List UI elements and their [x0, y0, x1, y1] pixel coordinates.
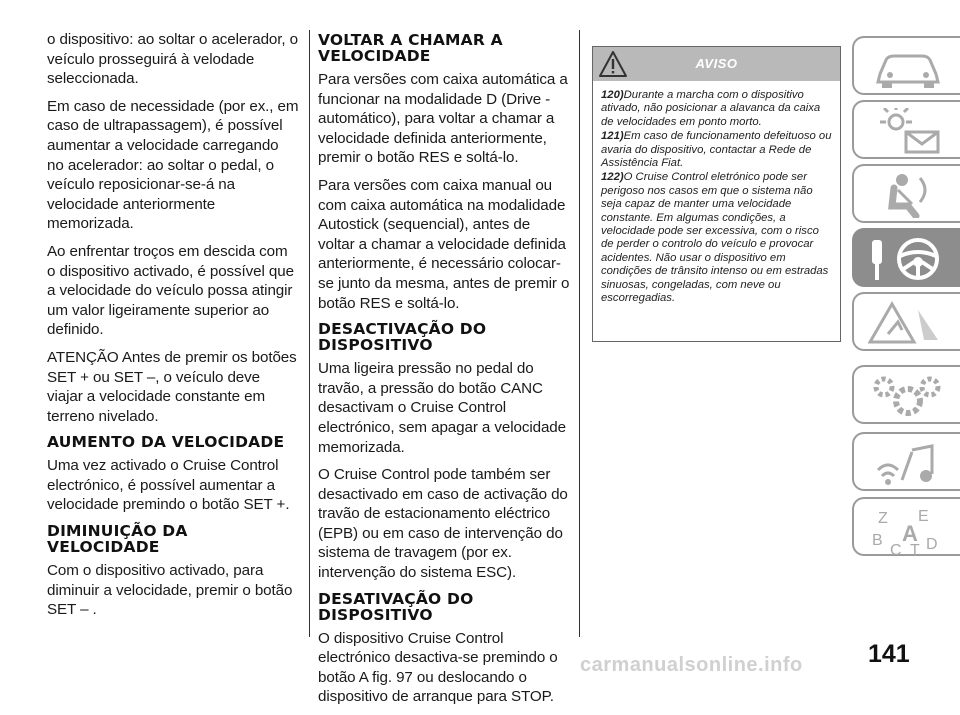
svg-text:C: C: [890, 542, 902, 557]
paragraph: Uma vez activado o Cruise Control electrónico, é possível aumentar a velocidade premindo o botão SET +.: [47, 457, 290, 514]
tab-safety[interactable]: [852, 164, 960, 223]
warning-triangle-icon: [868, 300, 948, 346]
tab-starting-driving[interactable]: [852, 228, 960, 287]
section-heading-desactivacao: DESACTIVAÇÃO DO DISPOSITIVO: [318, 320, 487, 355]
attention-paragraph: ATENÇÃO Antes de premir os botões SET + ou SET –, o veículo deve viajar a velocidade constante em terreno nivelado.: [47, 348, 297, 425]
note-number: 121): [601, 130, 624, 143]
text-column-2: [318, 30, 570, 715]
key-steering-wheel-icon: [868, 236, 948, 282]
tab-multimedia[interactable]: [852, 432, 960, 491]
svg-text:E: E: [918, 508, 929, 525]
warning-notes: [593, 81, 840, 306]
svg-text:T: T: [910, 542, 920, 557]
svg-text:Z: Z: [878, 510, 888, 527]
warning-note: [601, 171, 832, 305]
warning-note: [601, 130, 832, 170]
car-icon: [868, 44, 948, 90]
note-text: Em caso de funcionamento defeituoso ou avaria do dispositivo, contactar a Rede de Assistência Fiat.: [601, 130, 832, 170]
warning-title: AVISO: [695, 56, 738, 71]
paragraph: Ao enfrentar troços em descida com o dispositivo activado, é possível que a velocidade do veículo possa atingir um valor ligeiramente superior ao definido.: [47, 242, 294, 339]
note-number: 120): [601, 89, 624, 101]
paragraph: Uma ligeira pressão no pedal do travão, a pressão do botão CANC desactivam o Cruise Control electrónico, sem apagar a velocidade memorizada.: [318, 360, 566, 456]
watermark: carmanualsonline.info: [580, 654, 803, 676]
multimedia-icon: [868, 440, 948, 492]
warning-box: [592, 46, 841, 342]
warning-header: [593, 47, 840, 81]
page-number: 141: [868, 640, 910, 668]
paragraph: o dispositivo: ao soltar o acelerador, o veículo prosseguirá à velodade seleccionada.: [47, 31, 298, 88]
section-heading-desativacao: DESATIVAÇÃO DO DISPOSITIVO: [318, 589, 474, 624]
tab-maintenance[interactable]: [852, 365, 960, 424]
paragraph: Em caso de necessidade (por ex., em caso de ultrapassagem), é possível aumentar a velocidade carregando no acelerador: ao soltar o pedal, o veículo reposicionar-se-á na velocidade anteriormente memorizada.: [47, 97, 299, 233]
tab-dashboard[interactable]: [852, 100, 960, 159]
paragraph: O Cruise Control pode também ser desactivado em caso de activação do travão de estacionamento eléctrico (EPB) ou em caso de intervenção do sistema de travagem (por ex. intervenção do sistema ESC).: [318, 466, 568, 582]
paragraph: Com o dispositivo activado, para diminuir a velocidade, premir o botão SET – .: [47, 562, 293, 619]
section-heading-aumento: AUMENTO DA VELOCIDADE: [47, 433, 285, 452]
note-text: Durante a marcha com o dispositivo ativado, não posicionar a alavanca da caixa de velocidades em ponto morto.: [601, 89, 821, 128]
tab-vehicle[interactable]: [852, 36, 960, 95]
dashboard-lights-icon: [868, 108, 948, 154]
svg-text:B: B: [872, 532, 883, 549]
index-letters-icon: [868, 505, 948, 557]
tab-emergency[interactable]: [852, 292, 960, 351]
note-text: O Cruise Control eletrónico pode ser perigoso nos casos em que o sistema não seja capaz de manter uma velocidade constante. Em algumas condições, a velocidade pode ser excessiva, com o risco de perder o controlo do veículo e provocar acidentes. Não usar o dispositivo em condições de trânsito intenso ou em estradas sinuosas, congeladas, com neve ou escorregadias.: [601, 171, 829, 305]
text-column-1: [47, 30, 299, 628]
paragraph: Para versões com caixa automática a funcionar na modalidade D (Drive - automático), para voltar a chamar a velocidade definida anteriormente, premir o botão RES e soltá-lo.: [318, 71, 568, 167]
note-number: 122): [601, 171, 624, 184]
gears-icon: [868, 373, 948, 425]
section-heading-diminuicao: DIMINUIÇÃO DA VELOCIDADE: [47, 522, 188, 557]
column-divider: [309, 30, 310, 637]
section-heading-voltar: VOLTAR A CHAMAR A VELOCIDADE: [318, 31, 503, 65]
paragraph: Para versões com caixa manual ou com caixa automática na modalidade Autostick (sequencial), antes de voltar a chamar a velocidade definida anteriormente, é necessário colocar-se junto da mesma, antes de premir o botão RES e soltá-lo.: [318, 176, 570, 312]
seat-airbag-icon: [868, 172, 948, 218]
svg-text:A: A: [902, 521, 918, 546]
paragraph: O dispositivo Cruise Control electrónico desactiva-se premindo o botão A fig. 97 ou deslocando o dispositivo de arranque para STOP.: [318, 629, 558, 706]
tab-index[interactable]: [852, 497, 960, 556]
column-divider: [579, 30, 580, 637]
warning-note: [601, 89, 832, 129]
svg-text:D: D: [926, 536, 938, 553]
